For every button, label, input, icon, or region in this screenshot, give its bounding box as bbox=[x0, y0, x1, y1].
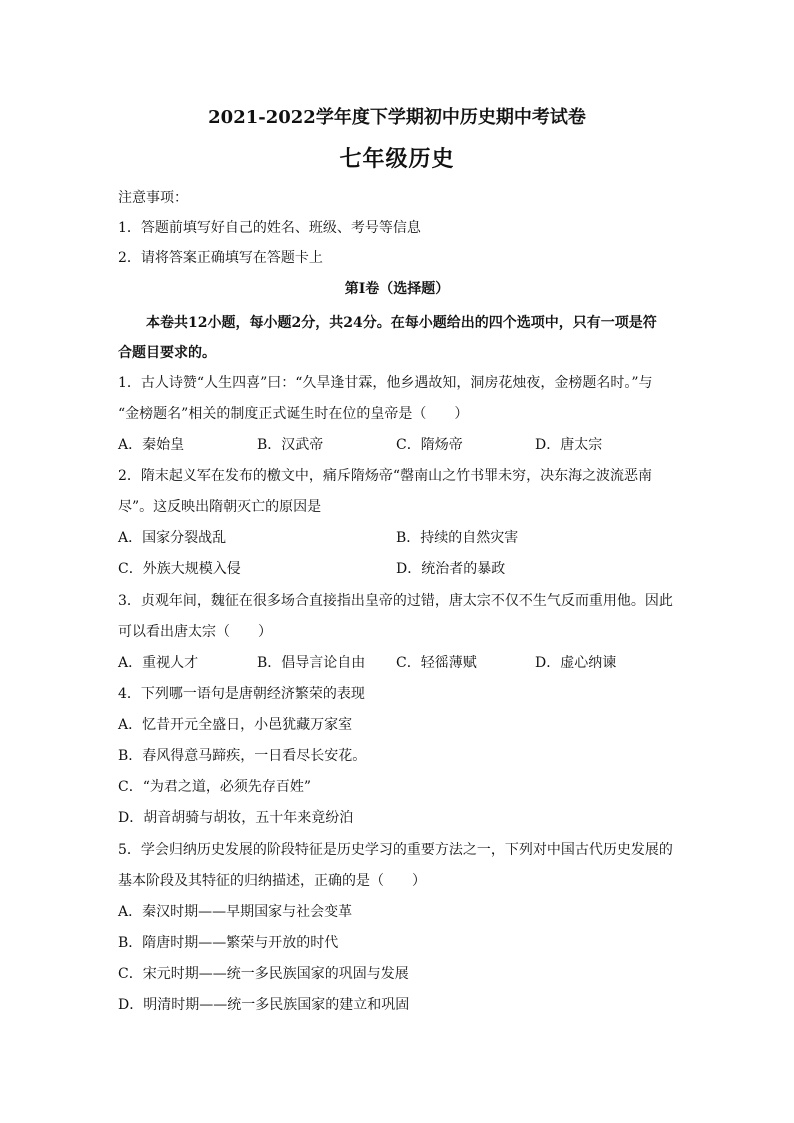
question-2-stem: 2．隋末起义军在发布的檄文中，痛斥隋炀帝“罄南山之竹书罪未穷，决东海之波流恶南 bbox=[118, 468, 653, 484]
question-1-stem: 1．古人诗赞“人生四喜”曰：“久旱逢甘霖，他乡遇故知，洞房花烛夜，金榜题名时。”与 bbox=[118, 375, 653, 391]
section-instruction: 本卷共12小题，每小题2分，共24分。在每小题给出的四个选项中，只有一项是符 bbox=[146, 315, 657, 331]
question-5-stem: 基本阶段及其特征的归纳描述，正确的是（ ） bbox=[118, 873, 426, 889]
question-4-option-b: B．春风得意马蹄疾，一日看尽长安花。 bbox=[118, 748, 367, 764]
question-5-option-a: A．秦汉时期——早期国家与社会变革 bbox=[118, 904, 353, 920]
question-2-option-a: A．国家分裂战乱 bbox=[118, 530, 227, 546]
section-instruction: 合题目要求的。 bbox=[118, 345, 216, 361]
question-3-option-d: D．虚心纳谏 bbox=[535, 655, 617, 671]
question-3-option-c: C．轻徭薄赋 bbox=[396, 655, 477, 671]
question-5-option-c: C．宋元时期——统一多民族国家的巩固与发展 bbox=[118, 966, 409, 982]
question-3-option-a: A．重视人才 bbox=[118, 655, 199, 671]
question-1-option-d: D．唐太宗 bbox=[535, 437, 603, 453]
question-4-option-c: C．“为君之道，必须先存百姓” bbox=[118, 779, 312, 795]
question-4-option-a: A．忆昔开元全盛日，小邑犹藏万家室 bbox=[118, 717, 353, 733]
question-2-option-b: B．持续的自然灾害 bbox=[396, 530, 519, 546]
question-3-stem: 可以看出唐太宗（ ） bbox=[118, 624, 272, 640]
question-1-option-c: C．隋炀帝 bbox=[396, 437, 463, 453]
question-3-option-b: B．倡导言论自由 bbox=[257, 655, 366, 671]
question-4-stem: 4．下列哪一语句是唐朝经济繁荣的表现 bbox=[118, 686, 365, 702]
question-2-stem: 尽”。这反映出隋朝灭亡的原因是 bbox=[118, 499, 322, 515]
question-3-stem: 3．贞观年间，魏征在很多场合直接指出皇帝的过错，唐太宗不仅不生气反而重用他。因此 bbox=[118, 593, 673, 609]
question-2-option-d: D．统治者的暴政 bbox=[396, 561, 506, 577]
section-title: 第Ⅰ卷（选择题） bbox=[344, 281, 450, 297]
question-5-option-b: B．隋唐时期——繁荣与开放的时代 bbox=[118, 935, 339, 951]
question-1-option-a: A．秦始皇 bbox=[118, 437, 185, 453]
exam-subtitle: 七年级历史 bbox=[339, 146, 455, 172]
question-5-option-d: D．明清时期——统一多民族国家的建立和巩固 bbox=[118, 997, 410, 1013]
notice-heading: 注意事项： bbox=[118, 190, 188, 206]
question-2-option-c: C．外族大规模入侵 bbox=[118, 561, 241, 577]
question-5-stem: 5．学会归纳历史发展的阶段特征是历史学习的重要方法之一，下列对中国古代历史发展的 bbox=[118, 842, 673, 858]
notice-item: 1．答题前填写好自己的姓名、班级、考号等信息 bbox=[118, 220, 421, 236]
question-1-option-b: B．汉武帝 bbox=[257, 437, 324, 453]
exam-title: 2021-2022学年度下学期初中历史期中考试卷 bbox=[208, 107, 586, 128]
question-4-option-d: D．胡音胡骑与胡妆，五十年来竟纷泊 bbox=[118, 810, 354, 826]
question-1-stem: “金榜题名”相关的制度正式诞生时在位的皇帝是（ ） bbox=[118, 406, 469, 422]
notice-item: 2．请将答案正确填写在答题卡上 bbox=[118, 250, 323, 266]
